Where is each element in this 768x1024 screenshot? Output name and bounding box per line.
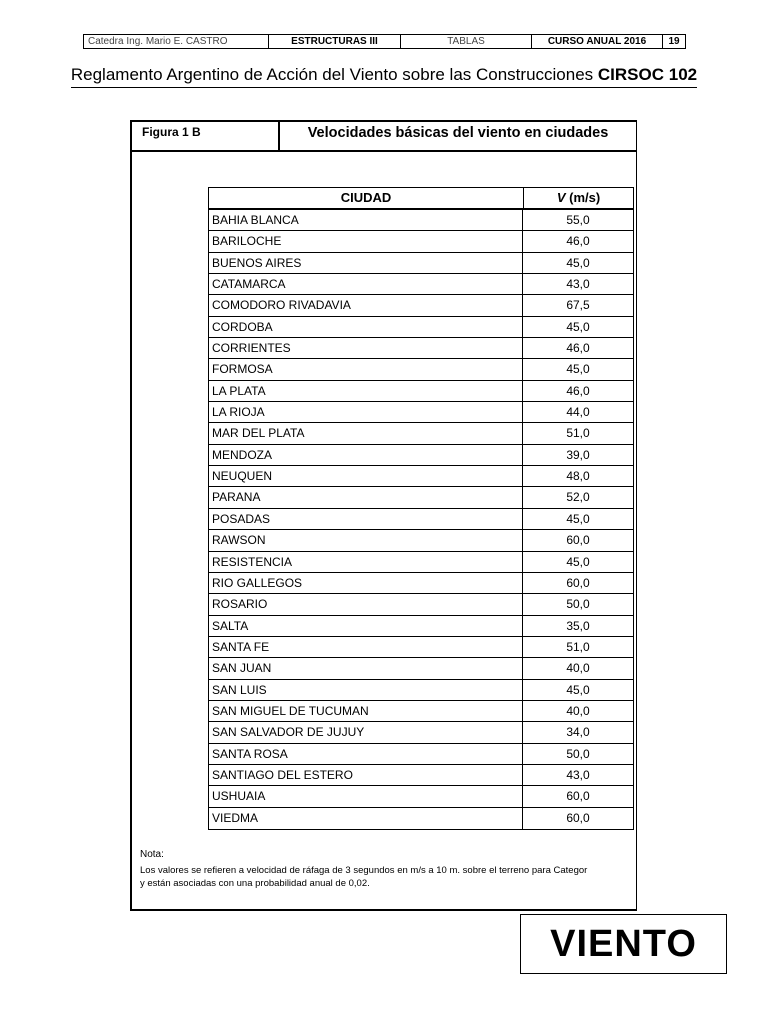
- table-row: [209, 744, 633, 765]
- city-cell: ROSARIO: [209, 594, 523, 614]
- speed-cell: 35,0: [566, 618, 590, 633]
- table-body: [209, 210, 633, 829]
- city-cell: SAN MIGUEL DE TUCUMAN: [209, 701, 523, 721]
- table-row: [209, 274, 633, 295]
- speed-cell: 40,0: [566, 661, 590, 676]
- table-row: [209, 338, 633, 359]
- table-row: [209, 701, 633, 722]
- speed-cell: 45,0: [566, 682, 590, 697]
- wind-speed-table: [208, 187, 634, 830]
- city-cell: BARILOCHE: [209, 231, 523, 251]
- speed-cell: 44,0: [566, 405, 590, 420]
- city-cell: MAR DEL PLATA: [209, 423, 523, 443]
- city-cell: POSADAS: [209, 509, 523, 529]
- table-row: [209, 466, 633, 487]
- speed-cell: 60,0: [566, 810, 590, 825]
- speed-cell: 45,0: [566, 362, 590, 377]
- speed-cell: 60,0: [566, 789, 590, 804]
- table-row: [209, 765, 633, 786]
- column-header-speed: [524, 188, 633, 208]
- city-cell: NEUQUEN: [209, 466, 523, 486]
- city-cell: LA RIOJA: [209, 402, 523, 422]
- speed-unit: (m/s): [569, 190, 601, 205]
- speed-cell: 45,0: [566, 554, 590, 569]
- speed-cell: 60,0: [566, 533, 590, 548]
- speed-symbol: V: [556, 190, 566, 205]
- speed-cell: 48,0: [566, 469, 590, 484]
- header-catedra: Catedra Ing. Mario E. CASTRO: [84, 35, 269, 48]
- table-row: [209, 487, 633, 508]
- table-row: [209, 808, 633, 829]
- figure-title: Velocidades básicas del viento en ciudades: [307, 125, 609, 141]
- figure-number: Figura 1 B: [132, 122, 280, 150]
- city-cell: BAHIA BLANCA: [209, 210, 523, 230]
- city-cell: SALTA: [209, 616, 523, 636]
- city-cell: SAN SALVADOR DE JUJUY: [209, 722, 523, 742]
- city-cell: LA PLATA: [209, 381, 523, 401]
- speed-cell: 60,0: [566, 575, 590, 590]
- header-curso: CURSO ANUAL 2016: [532, 35, 663, 48]
- city-cell: RIO GALLEGOS: [209, 573, 523, 593]
- speed-cell: 45,0: [566, 319, 590, 334]
- table-row: [209, 231, 633, 252]
- figure-panel: [130, 120, 637, 911]
- table-header-row: [209, 188, 633, 210]
- speed-cell: 46,0: [566, 383, 590, 398]
- section-stamp: VIENTO: [520, 914, 727, 974]
- city-cell: CORRIENTES: [209, 338, 523, 358]
- city-cell: COMODORO RIVADAVIA: [209, 295, 523, 315]
- city-cell: PARANA: [209, 487, 523, 507]
- city-cell: USHUAIA: [209, 786, 523, 806]
- speed-cell: 51,0: [566, 639, 590, 654]
- table-row: [209, 359, 633, 380]
- speed-cell: 40,0: [566, 703, 590, 718]
- speed-cell: 34,0: [566, 725, 590, 740]
- table-row: [209, 317, 633, 338]
- table-row: [209, 722, 633, 743]
- speed-cell: 51,0: [566, 426, 590, 441]
- note-block: [140, 848, 635, 890]
- table-row: [209, 786, 633, 807]
- table-row: [209, 594, 633, 615]
- table-row: [209, 573, 633, 594]
- city-cell: BUENOS AIRES: [209, 253, 523, 273]
- table-row: [209, 423, 633, 444]
- speed-cell: 67,5: [566, 298, 590, 313]
- header-page-number: 19: [668, 36, 680, 47]
- city-cell: MENDOZA: [209, 445, 523, 465]
- city-cell: SAN LUIS: [209, 680, 523, 700]
- document-title-main: Reglamento Argentino de Acción del Viento sobre las Construcciones: [70, 65, 594, 84]
- city-cell: SANTA ROSA: [209, 744, 523, 764]
- table-row: [209, 210, 633, 231]
- document-title: [0, 64, 768, 88]
- column-header-city: CIUDAD: [209, 188, 524, 208]
- table-row: [209, 616, 633, 637]
- table-row: [209, 253, 633, 274]
- city-cell: SANTIAGO DEL ESTERO: [209, 765, 523, 785]
- speed-cell: 43,0: [566, 277, 590, 292]
- city-cell: RAWSON: [209, 530, 523, 550]
- city-cell: SAN JUAN: [209, 658, 523, 678]
- city-cell: SANTA FE: [209, 637, 523, 657]
- table-row: [209, 530, 633, 551]
- city-cell: FORMOSA: [209, 359, 523, 379]
- table-row: [209, 680, 633, 701]
- note-line-2: y están asociadas con una probabilidad anual de 0,02.: [140, 878, 370, 889]
- header-seccion: TABLAS: [401, 35, 532, 48]
- table-row: [209, 381, 633, 402]
- table-row: [209, 295, 633, 316]
- city-cell: VIEDMA: [209, 808, 523, 829]
- table-row: [209, 509, 633, 530]
- speed-cell: 50,0: [566, 597, 590, 612]
- figure-header: [132, 122, 636, 152]
- city-cell: CORDOBA: [209, 317, 523, 337]
- city-cell: RESISTENCIA: [209, 552, 523, 572]
- table-row: [209, 658, 633, 679]
- speed-cell: 46,0: [566, 234, 590, 249]
- page-header: [83, 34, 686, 49]
- speed-cell: 39,0: [566, 447, 590, 462]
- note-line-1: Los valores se refieren a velocidad de ráfaga de 3 segundos en m/s a 10 m. sobre el terreno para Categor: [140, 865, 588, 876]
- city-cell: CATAMARCA: [209, 274, 523, 294]
- speed-cell: 50,0: [566, 746, 590, 761]
- speed-cell: 45,0: [566, 511, 590, 526]
- speed-cell: 43,0: [566, 767, 590, 782]
- document-title-code: CIRSOC 102: [597, 65, 698, 84]
- speed-cell: 45,0: [566, 255, 590, 270]
- speed-cell: 55,0: [566, 213, 590, 227]
- table-row: [209, 445, 633, 466]
- table-row: [209, 402, 633, 423]
- table-row: [209, 552, 633, 573]
- header-materia: ESTRUCTURAS III: [269, 35, 401, 48]
- note-label: Nota:: [140, 849, 164, 860]
- table-row: [209, 637, 633, 658]
- speed-cell: 52,0: [566, 490, 590, 505]
- speed-cell: 46,0: [566, 341, 590, 356]
